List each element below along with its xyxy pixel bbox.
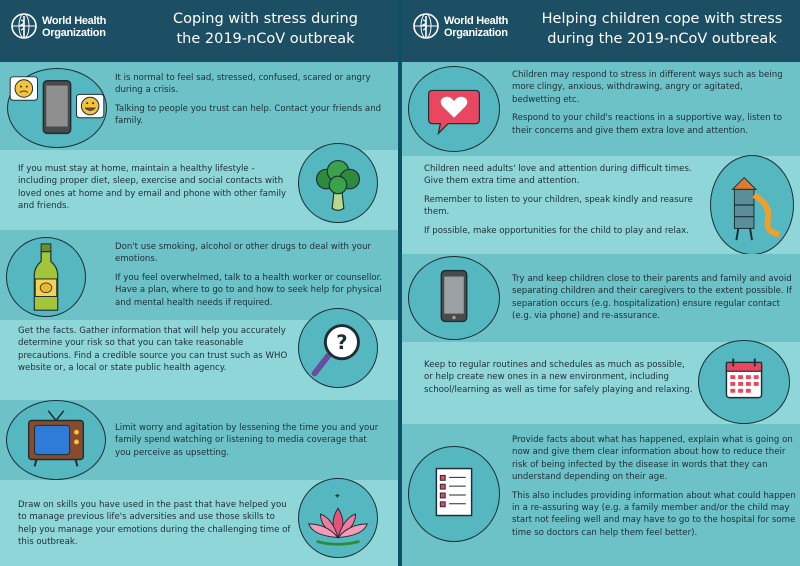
page-title <box>138 9 393 49</box>
tip-paragraph: Talking to people you trust can help. Contact your friends and family. <box>115 103 382 127</box>
tip-paragraph: If you must stay at home, maintain a healthy lifestyle - including proper diet, sleep, exercise and social contacts with loved ones at home and by email and phone with other family and friends. <box>18 164 287 212</box>
tip-paragraph: Children may respond to stress in different ways such as being more clingy, anxious, withdrawing, angry or agitated, bedwetting etc. <box>512 70 783 105</box>
tip-paragraph: Remember to listen to your children, speak kindly and reasure them. <box>424 194 693 218</box>
title-line2: during the 2019-nCoV outbreak <box>547 31 777 47</box>
tip-paragraph: This also includes providing information about what could happen in a re-assuring way (e.g. a family member and/or the child may start not feeling well and may have to go to the hospital for some time so doctors can help them feel better). <box>512 490 796 538</box>
playground-icon <box>710 155 794 255</box>
title-line2: the 2019-nCoV outbreak <box>176 31 355 47</box>
title-line1: Helping children cope with stress <box>541 11 783 27</box>
heart-chat-icon <box>408 66 500 152</box>
tip-paragraph: Respond to your child's reactions in a supportive way, listen to their concerns and give them extra love and attention. <box>512 113 782 136</box>
right-header <box>402 0 800 62</box>
tip-paragraph: Get the facts. Gather information that will help you accurately determine your risk so that you can take reasonable precautions. Find a credible source you can trust such as WHO website or, a local or state public health agency. <box>18 326 288 374</box>
tip-paragraph: Try and keep children close to their parents and family and avoid separating children and their caregivers to the extent possible. If separation occurs (e.g. hospitalization) ensure regular contact (e.g. via phone) and re-assurance. <box>512 274 792 322</box>
tip-paragraph: Draw on skills you have used in the past that have helped you to manage previous life's adversities and use those skills to help you manage your emotions during the challenging time of this outbreak. <box>18 500 291 548</box>
page-title <box>527 9 797 49</box>
svg-text:?: ? <box>336 330 348 354</box>
tip-text <box>424 359 694 402</box>
right-panel-children <box>402 0 800 566</box>
tip-paragraph: If possible, make opportunities for the child to play and relax. <box>424 225 689 236</box>
lotus-icon <box>298 478 378 558</box>
bottle-icon <box>6 237 86 317</box>
phone-icon <box>408 256 500 340</box>
tip-text <box>512 69 790 143</box>
tip-paragraph: Provide facts about what has happened, explain what is going on now and give them clear information about how to reduce their risk of being infected by the disease in words that they can understand depending on their age. <box>512 435 793 483</box>
tip-text <box>512 434 796 545</box>
who-logo <box>412 9 540 49</box>
checklist-icon <box>408 446 500 542</box>
tip-paragraph: Keep to regular routines and schedules as much as possible, or help create new ones in a new environment, including school/learning as well as time for safely playing and relaxing. <box>424 360 693 395</box>
tip-text <box>512 273 792 329</box>
tip-paragraph: It is normal to feel sad, stressed, confused, scared or angry during a crisis. <box>115 73 371 96</box>
left-panel-coping <box>0 0 398 566</box>
tip-text <box>115 241 390 315</box>
tip-text <box>115 72 385 134</box>
left-header <box>0 0 398 62</box>
phone-emoji-icon <box>7 68 107 148</box>
logo-line2: Organization <box>42 27 106 39</box>
tip-paragraph: If you feel overwhelmed, talk to a health worker or counsellor. Have a plan, where to go to and how to seek help for physical and mental health needs if required. <box>115 272 383 308</box>
title-line1: Coping with stress during <box>173 11 358 27</box>
logo-line1: World Health <box>444 15 509 27</box>
calendar-icon <box>698 340 790 424</box>
tip-paragraph: Limit worry and agitation by lessening the time you and your family spend watching or listening to media coverage that you perceive as upsetting. <box>115 423 379 458</box>
tip-text <box>18 163 293 219</box>
tip-paragraph: Don't use smoking, alcohol or other drugs to deal with your emotions. <box>115 242 372 265</box>
tip-text <box>18 499 293 555</box>
tip-paragraph: Children need adults' love and attention during difficult times. Give them extra time and attention. <box>424 164 692 187</box>
who-logo <box>10 9 138 49</box>
magnifier-question-icon <box>298 308 378 388</box>
tip-text <box>18 325 293 381</box>
television-icon <box>6 400 106 480</box>
logo-line2: Organization <box>444 27 508 39</box>
svg-text:✦: ✦ <box>334 491 341 501</box>
logo-line1: World Health <box>42 15 107 27</box>
broccoli-icon <box>298 143 378 223</box>
tip-text <box>115 422 385 465</box>
tip-text <box>424 163 702 243</box>
